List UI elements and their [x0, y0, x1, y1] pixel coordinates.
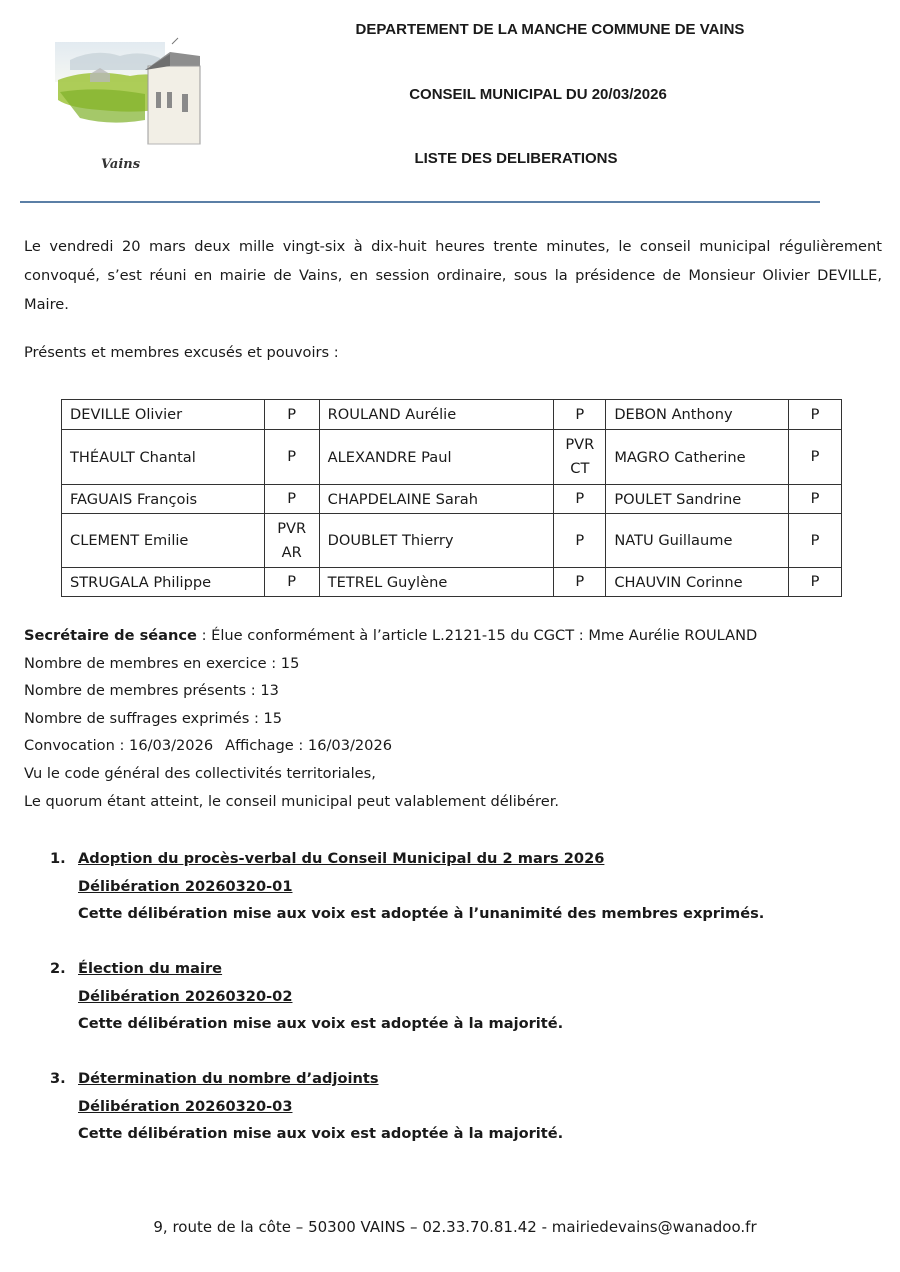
- member-status: P: [789, 485, 842, 514]
- member-name: FAGUAIS François: [62, 485, 265, 514]
- deliberation-title: Élection du maire: [78, 960, 223, 977]
- deliberation-result: Cette délibération mise aux voix est adoptée à l’unanimité des membres exprimés.: [78, 905, 765, 923]
- deliberation-item: 2. Élection du maire Délibération 20260320-02 Cette délibération mise aux voix est adoptée à la majorité.: [50, 955, 870, 1038]
- member-status: P: [789, 568, 842, 597]
- members-present: Nombre de membres présents : 13: [24, 682, 279, 700]
- table-row: [62, 514, 842, 568]
- member-name: NATU Guillaume: [606, 514, 789, 568]
- logo-caption: Vains: [101, 157, 141, 172]
- deliberation-item: 3. Détermination du nombre d’adjoints Délibération 20260320-03 Cette délibération mise aux voix est adoptée à la majorité.: [50, 1065, 870, 1148]
- table-row: [62, 400, 842, 430]
- deliberation-ref: Délibération 20260320-03: [78, 1097, 293, 1115]
- quorum-line: Le quorum étant atteint, le conseil municipal peut valablement délibérer.: [24, 792, 559, 810]
- deliberation-result: Cette délibération mise aux voix est adoptée à la majorité.: [78, 1015, 564, 1033]
- member-status: P: [554, 485, 606, 514]
- member-name: STRUGALA Philippe: [62, 568, 265, 597]
- intro-paragraph: Le vendredi 20 mars deux mille vingt-six à dix-huit heures trente minutes, le conseil municipal régulièrement convoqué, s’est réuni en mairie de Vains, en session ordinaire, sous la présidence de Monsieur Olivier DEVILLE, Maire.: [24, 238, 882, 313]
- legal-basis: Vu le code général des collectivités territoriales,: [24, 764, 376, 782]
- deliberation-title: Adoption du procès-verbal du Conseil Municipal du 2 mars 2026: [78, 850, 605, 867]
- member-status: P: [789, 430, 842, 485]
- member-name: ROULAND Aurélie: [319, 400, 554, 430]
- member-status: PVR AR: [264, 514, 319, 568]
- member-status: P: [264, 568, 319, 597]
- convocation-line: Convocation : 16/03/2026 Affichage : 16/03/2026: [24, 737, 393, 755]
- member-name: TETREL Guylène: [319, 568, 554, 597]
- member-name: CHAUVIN Corinne: [606, 568, 789, 597]
- member-name: ALEXANDRE Paul: [319, 430, 554, 485]
- member-name: CHAPDELAINE Sarah: [319, 485, 554, 514]
- table-row: [62, 430, 842, 485]
- member-status: P: [264, 400, 319, 430]
- deliberation-ref: Délibération 20260320-01: [78, 877, 293, 895]
- member-status: P: [554, 514, 606, 568]
- member-name: DEVILLE Olivier: [62, 400, 265, 430]
- members-table: [61, 399, 842, 597]
- votes-expressed: Nombre de suffrages exprimés : 15: [24, 709, 283, 727]
- members-exercise: Nombre de membres en exercice : 15: [24, 654, 300, 672]
- member-status: PVR CT: [554, 430, 606, 485]
- member-name: MAGRO Catherine: [606, 430, 789, 485]
- member-name: DOUBLET Thierry: [319, 514, 554, 568]
- member-name: CLEMENT Emilie: [62, 514, 265, 568]
- member-status: P: [554, 568, 606, 597]
- member-name: DEBON Anthony: [606, 400, 789, 430]
- member-status: P: [264, 485, 319, 514]
- table-row: [62, 568, 842, 597]
- table-row: [62, 485, 842, 514]
- member-name: POULET Sandrine: [606, 485, 789, 514]
- header-divider: [20, 201, 820, 203]
- member-status: P: [264, 430, 319, 485]
- header-council-date: CONSEIL MUNICIPAL DU 20/03/2026: [409, 86, 667, 103]
- deliberation-item: 1. Adoption du procès-verbal du Conseil Municipal du 2 mars 2026 Délibération 20260320-01 Cette délibération mise aux voix est adoptée à l’unanimité des membres exprimés.: [50, 845, 870, 928]
- member-name: THÉAULT Chantal: [62, 430, 265, 485]
- deliberation-result: Cette délibération mise aux voix est adoptée à la majorité.: [78, 1125, 564, 1143]
- member-status: P: [554, 400, 606, 430]
- session-info: [24, 622, 884, 815]
- member-status: P: [789, 514, 842, 568]
- deliberation-title: Détermination du nombre d’adjoints: [78, 1070, 379, 1087]
- deliberation-ref: Délibération 20260320-02: [78, 987, 293, 1005]
- secretaire-line: Secrétaire de séance : Élue conformément à l’article L.2121-15 du CGCT : Mme Aurélie ROULAND: [24, 627, 758, 644]
- footer-contact: 9, route de la côte – 50300 VAINS – 02.33.70.81.42 - mairiedevains@wanadoo.fr: [153, 1218, 757, 1236]
- member-status: P: [789, 400, 842, 430]
- header-department: DEPARTEMENT DE LA MANCHE COMMUNE DE VAINS: [355, 21, 745, 38]
- presents-label: Présents et membres excusés et pouvoirs :: [24, 344, 339, 361]
- header-list-title: LISTE DES DELIBERATIONS: [414, 150, 618, 167]
